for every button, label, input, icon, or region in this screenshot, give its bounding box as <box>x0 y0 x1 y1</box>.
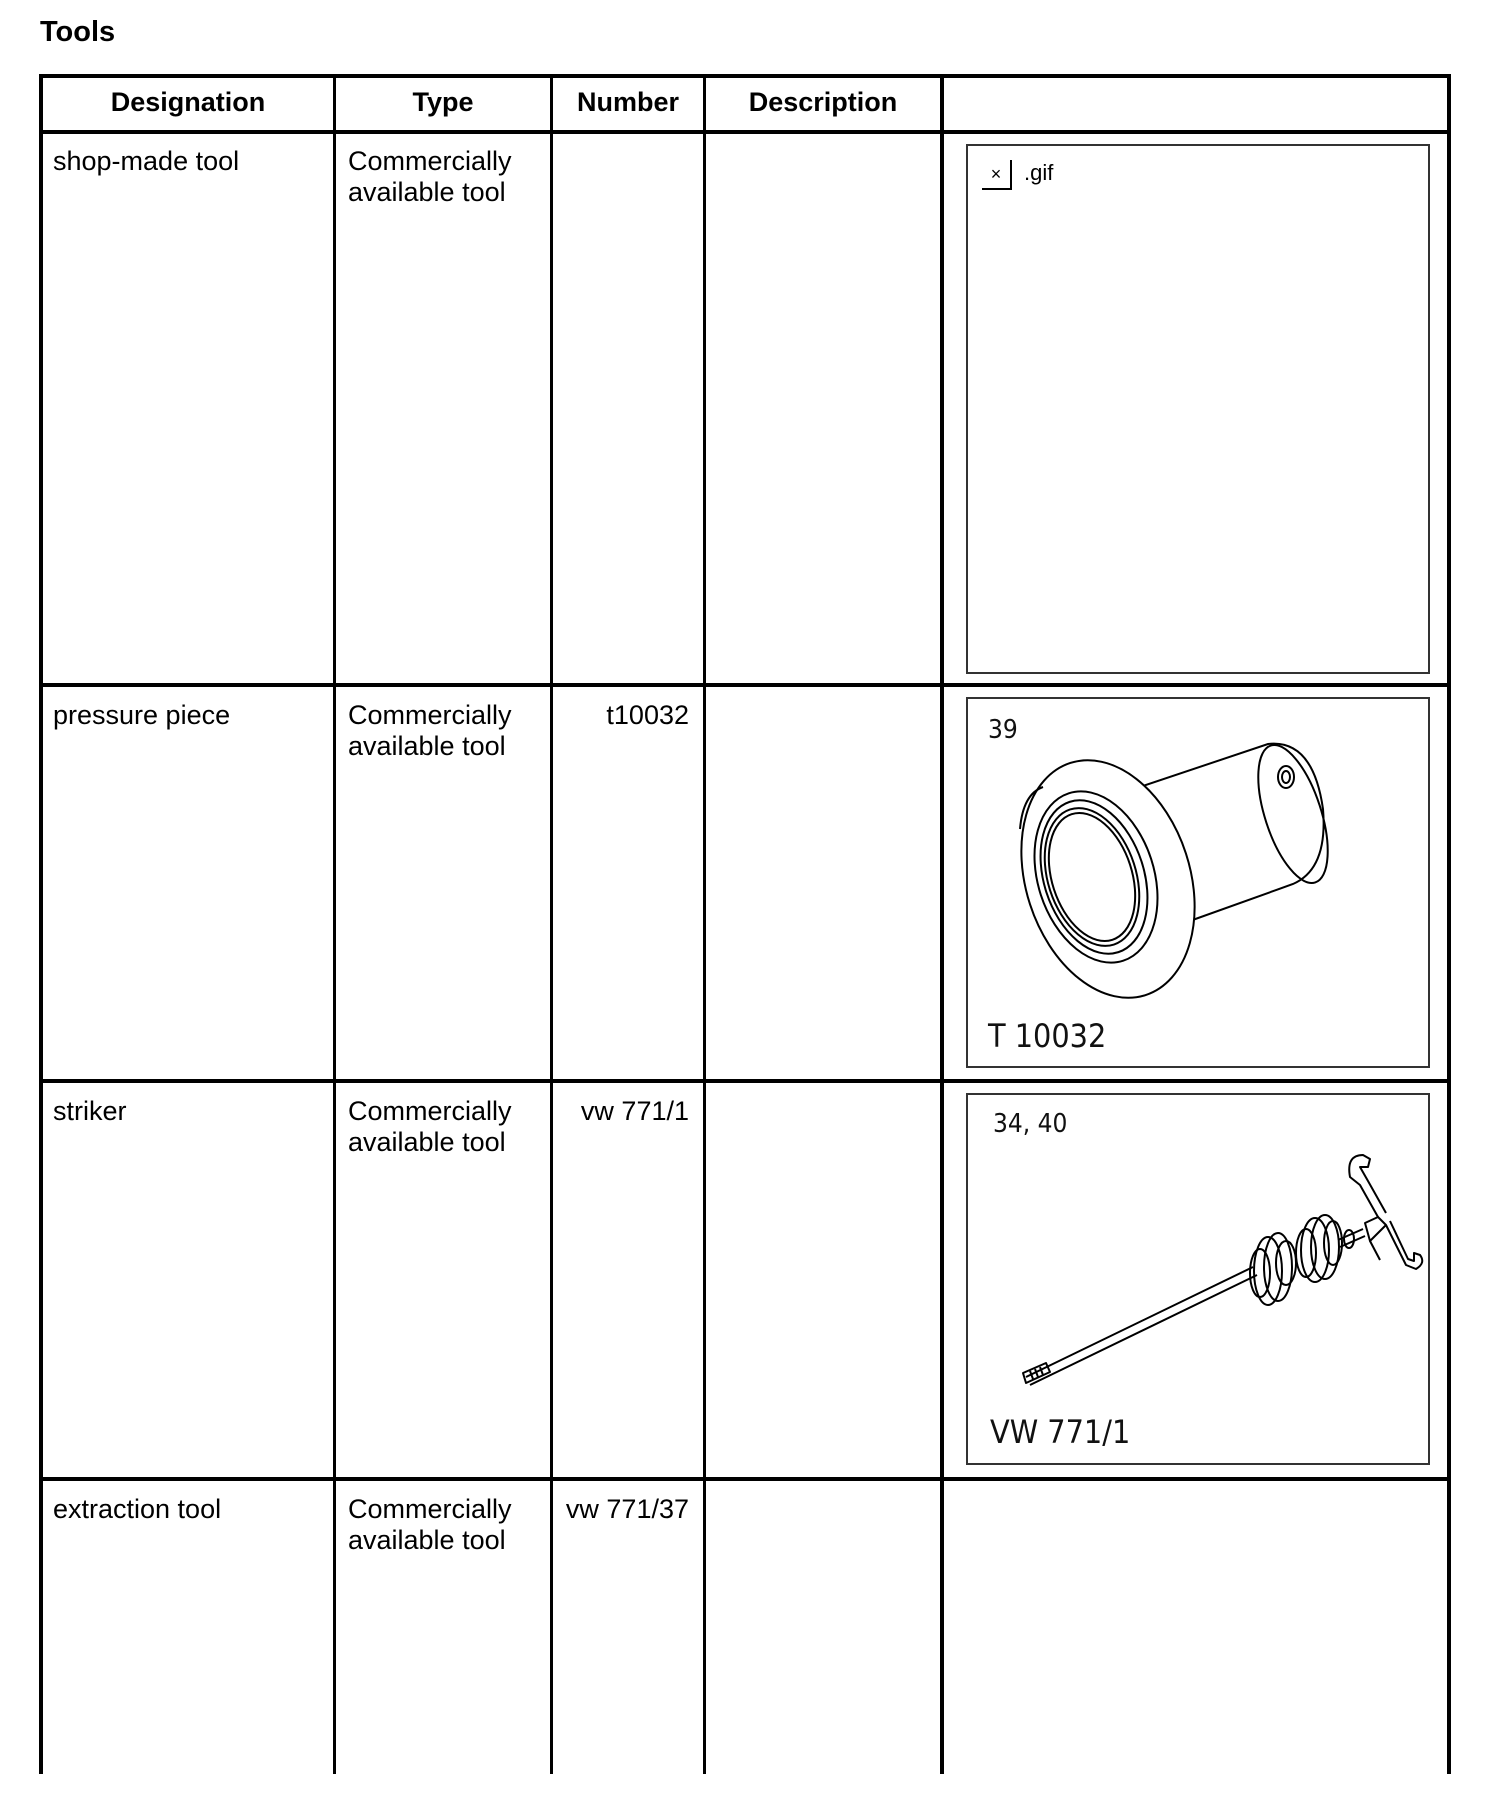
designation-cell: shop-made tool <box>53 146 240 176</box>
column-divider <box>333 74 336 1774</box>
number-cell: vw 771/37 <box>565 1494 689 1524</box>
tools-table <box>39 74 1451 1774</box>
header-image <box>944 74 1447 130</box>
column-divider <box>940 74 944 1774</box>
header-description: Description <box>748 86 898 117</box>
number-cell: vw 771/1 <box>580 1096 689 1126</box>
image-caption: VW 771/1 <box>990 1413 1131 1451</box>
header-type: Type <box>412 86 474 117</box>
image-ref-number: 39 <box>988 715 1018 745</box>
tool-image <box>966 144 1430 674</box>
designation-cell: striker <box>53 1096 127 1126</box>
broken-image-icon: × <box>982 160 1012 190</box>
designation-cell: extraction tool <box>53 1494 222 1524</box>
page-title: Tools <box>40 16 116 48</box>
header-divider <box>39 130 1451 134</box>
type-cell: Commercially available tool <box>348 1494 512 1555</box>
image-caption: T 10032 <box>988 1017 1107 1055</box>
row-divider <box>39 683 1451 687</box>
table-border-right <box>1447 74 1451 1774</box>
type-cell: Commercially available tool <box>348 1096 512 1157</box>
pressure-piece-drawing <box>968 699 1428 1066</box>
tool-image <box>966 1093 1430 1465</box>
column-divider <box>703 74 706 1774</box>
header-number: Number <box>576 86 679 117</box>
type-cell: Commercially available tool <box>348 146 512 207</box>
row-divider <box>39 1477 1451 1481</box>
type-cell: Commercially available tool <box>348 700 512 761</box>
designation-cell: pressure piece <box>53 700 231 730</box>
image-filename: .gif <box>1024 160 1054 185</box>
number-cell: t10032 <box>606 700 689 730</box>
header-designation: Designation <box>110 86 266 117</box>
image-ref-number: 34, 40 <box>993 1109 1068 1139</box>
striker-drawing <box>968 1095 1428 1463</box>
row-divider <box>39 1079 1451 1083</box>
table-border-left <box>39 74 43 1774</box>
tool-image <box>966 697 1430 1068</box>
